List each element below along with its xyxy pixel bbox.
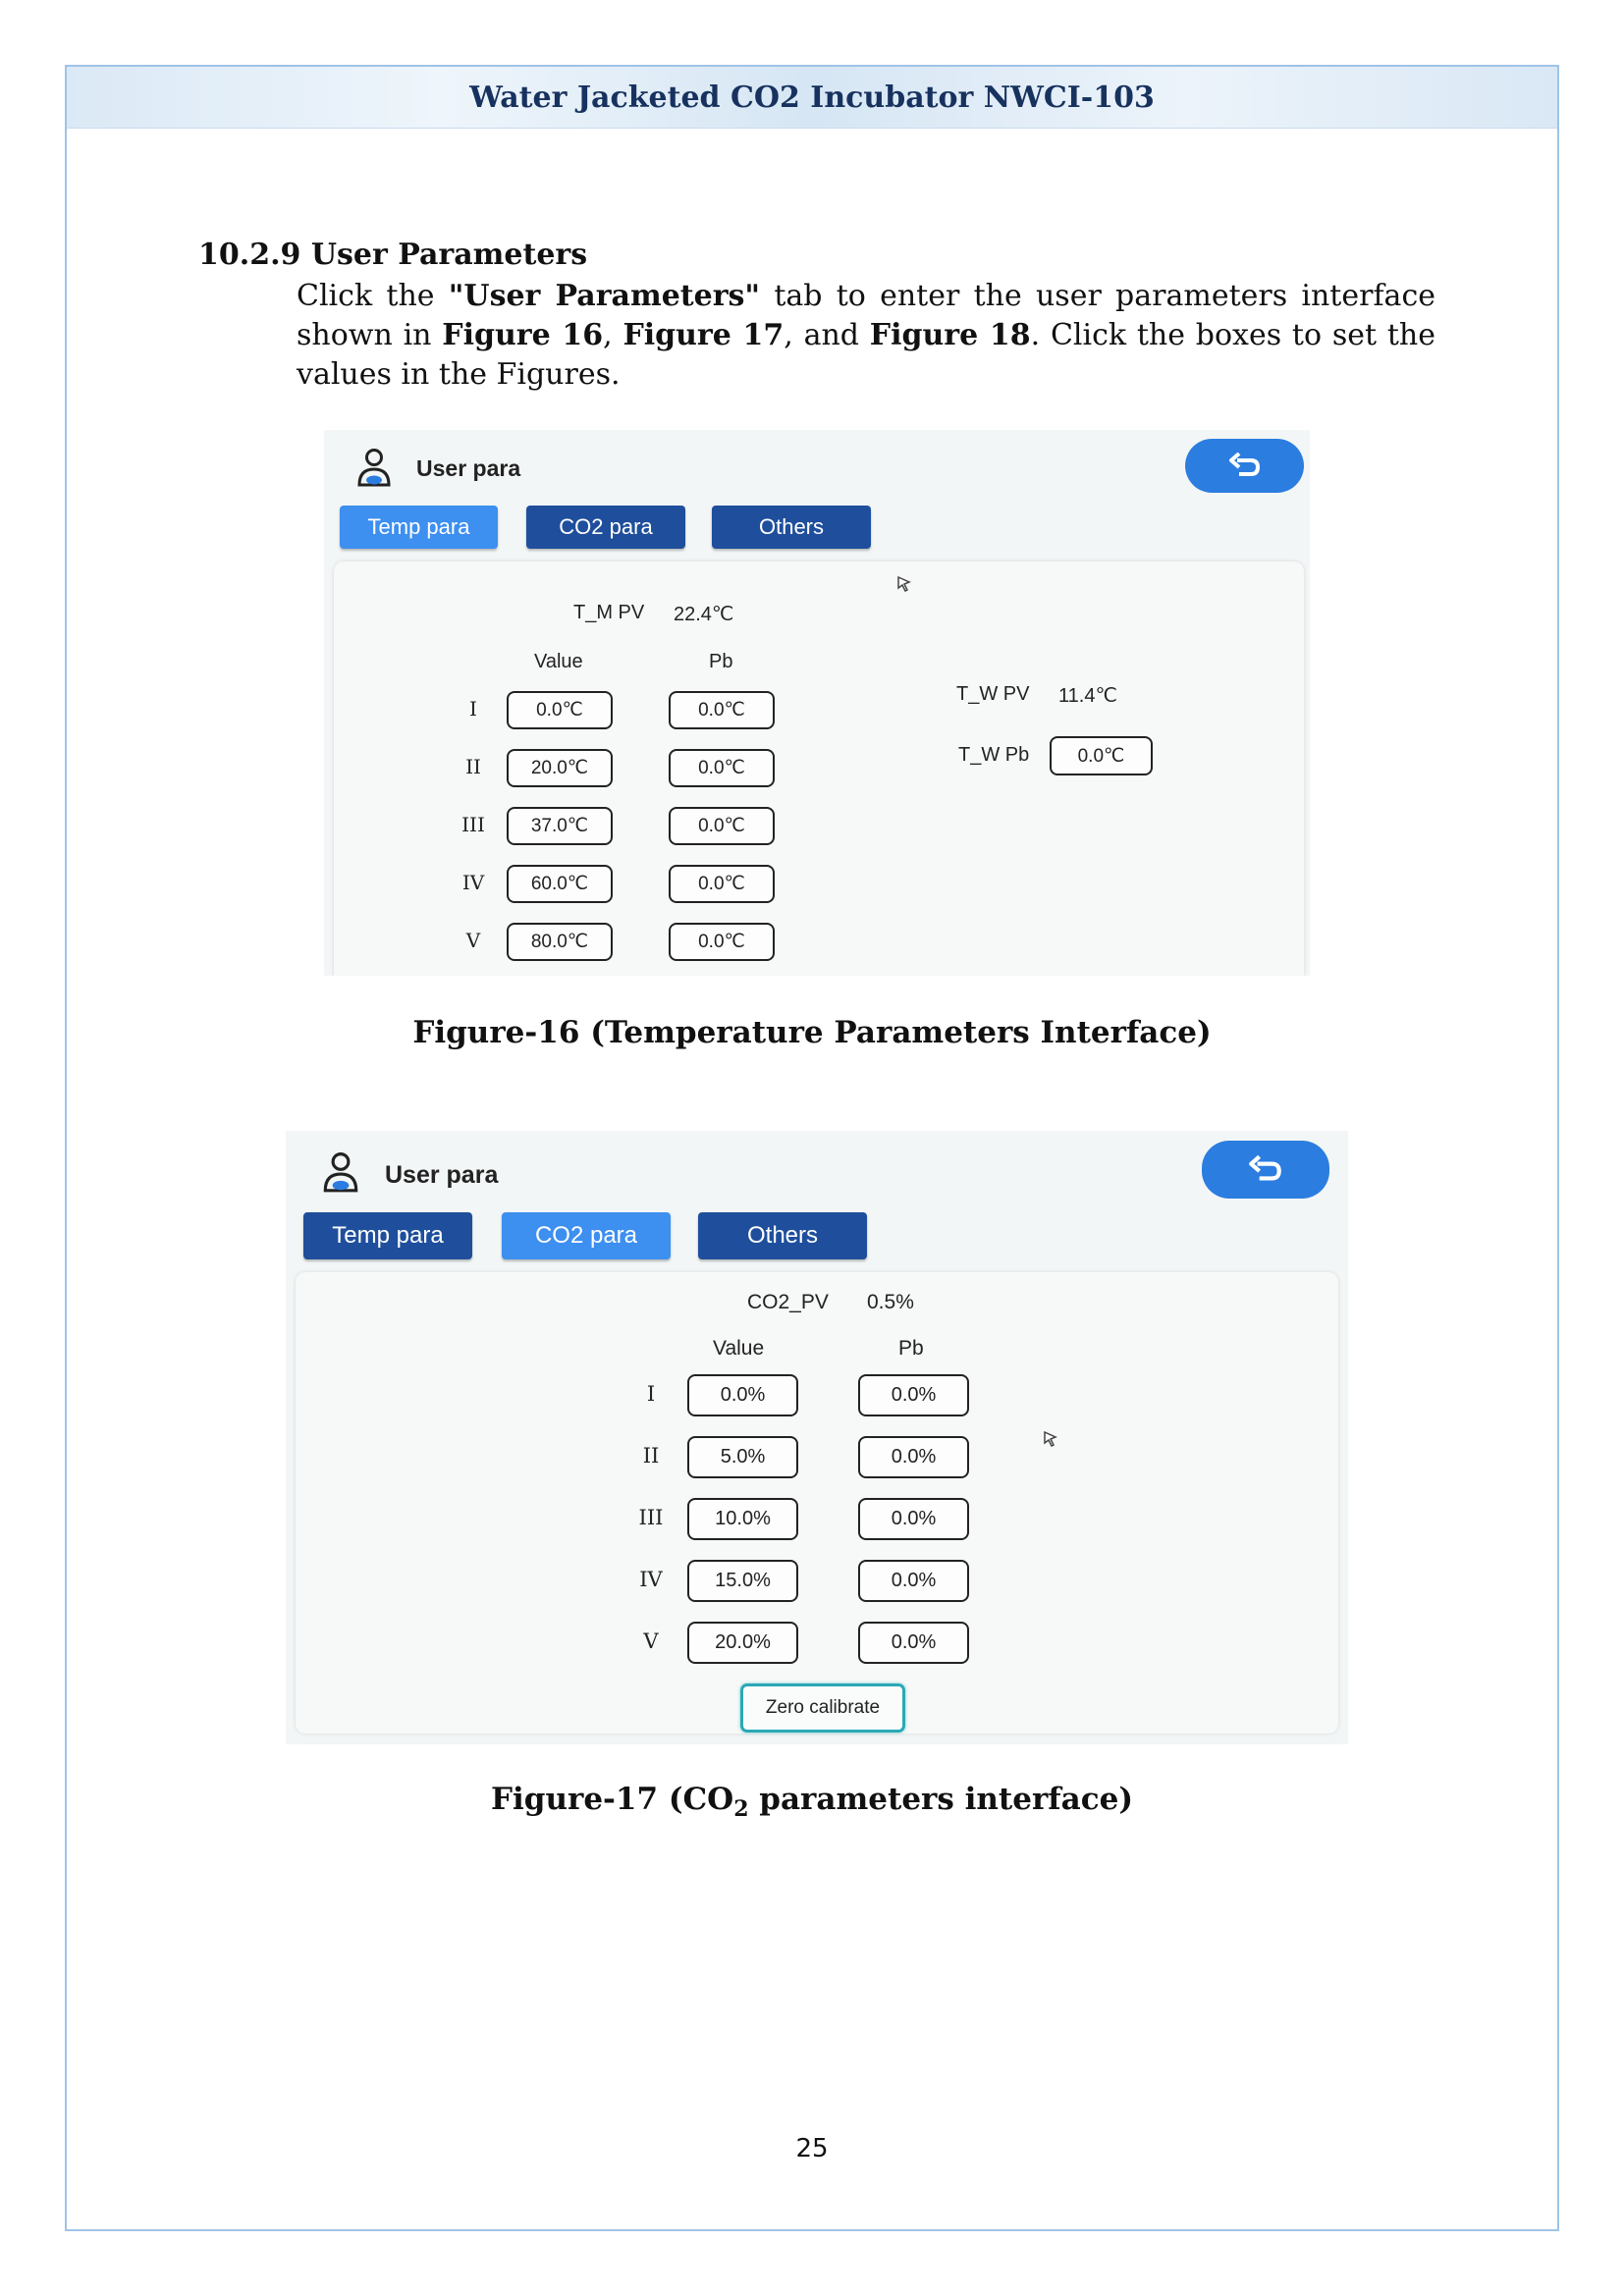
para-text: . Click the boxes to set the values in the Figures. <box>297 318 1435 392</box>
level-label: I <box>469 697 477 721</box>
caption-text: parameters interface) <box>748 1782 1133 1817</box>
screen-title: User para <box>385 1161 499 1189</box>
level-label: III <box>461 813 485 836</box>
tab-temp-para[interactable]: Temp para <box>303 1212 472 1259</box>
figure-16-caption: Figure-16 (Temperature Parameters Interface) <box>412 1015 1212 1050</box>
tab-others[interactable]: Others <box>712 506 871 549</box>
level-label: IV <box>461 871 485 894</box>
co2-value-input[interactable]: 0.0% <box>687 1374 798 1416</box>
caption-subscript: 2 <box>733 1796 749 1823</box>
temp-pb-input[interactable]: 0.0℃ <box>669 923 775 961</box>
temp-value-input[interactable]: 37.0℃ <box>507 807 613 845</box>
tab-others[interactable]: Others <box>698 1212 867 1259</box>
co2-value-input[interactable]: 5.0% <box>687 1436 798 1478</box>
para-text: , and <box>784 318 870 352</box>
zero-calibrate-button[interactable]: Zero calibrate <box>740 1683 905 1733</box>
section-paragraph <box>297 277 1435 395</box>
figure-17-caption <box>0 1782 1624 1822</box>
screen-title: User para <box>416 455 521 481</box>
temp-pv-label: T_M PV <box>573 602 645 623</box>
level-label: V <box>643 1629 659 1653</box>
water-temp-pb-input[interactable]: 0.0℃ <box>1050 736 1153 775</box>
pb-column-header: Pb <box>898 1337 924 1360</box>
temp-pb-input[interactable]: 0.0℃ <box>669 691 775 729</box>
para-text: Click the <box>297 279 449 313</box>
header-band <box>67 67 1557 129</box>
temp-value-input[interactable]: 80.0℃ <box>507 923 613 961</box>
para-figure-18-ref: Figure 18 <box>869 318 1031 352</box>
cursor-icon <box>896 575 912 593</box>
water-temp-pb-label: T_W Pb <box>958 744 1030 766</box>
cursor-icon <box>1043 1430 1058 1448</box>
co2-pb-input[interactable]: 0.0% <box>858 1560 969 1602</box>
pb-column-header: Pb <box>709 651 733 672</box>
tab-co2-para[interactable]: CO2 para <box>502 1212 671 1259</box>
co2-value-input[interactable]: 20.0% <box>687 1622 798 1664</box>
co2-pb-input[interactable]: 0.0% <box>858 1498 969 1540</box>
para-bold-user-parameters: "User Parameters" <box>448 279 761 313</box>
user-icon <box>355 448 393 489</box>
temp-value-input[interactable]: 60.0℃ <box>507 865 613 903</box>
value-column-header: Value <box>534 651 583 672</box>
back-button[interactable] <box>1202 1141 1329 1199</box>
level-label: III <box>638 1506 664 1529</box>
figure-17-screenshot <box>286 1131 1348 1744</box>
temp-value-input[interactable]: 20.0℃ <box>507 749 613 787</box>
page-number: 25 <box>795 2134 829 2163</box>
water-temp-pv-label: T_W PV <box>956 683 1030 705</box>
temp-pb-input[interactable]: 0.0℃ <box>669 749 775 787</box>
document-title: Water Jacketed CO2 Incubator NWCI-103 <box>469 80 1155 115</box>
section-heading: 10.2.9 User Parameters <box>198 238 588 272</box>
level-label: II <box>642 1444 660 1468</box>
user-icon <box>321 1151 360 1195</box>
co2-pb-input[interactable]: 0.0% <box>858 1374 969 1416</box>
co2-value-input[interactable]: 10.0% <box>687 1498 798 1540</box>
back-arrow-icon <box>1227 453 1263 480</box>
para-text: tab to enter the user parameters interface shown in <box>297 279 1435 352</box>
co2-pv-label: CO2_PV <box>747 1291 829 1313</box>
level-label: I <box>646 1382 656 1406</box>
tab-co2-para[interactable]: CO2 para <box>526 506 685 549</box>
level-label: V <box>465 929 481 952</box>
para-figure-16-ref: Figure 16 <box>442 318 604 352</box>
back-button[interactable] <box>1185 439 1304 493</box>
co2-value-input[interactable]: 15.0% <box>687 1560 798 1602</box>
level-label: IV <box>639 1568 663 1591</box>
level-label: II <box>465 755 481 778</box>
figure-16-screenshot <box>324 430 1310 976</box>
co2-pb-input[interactable]: 0.0% <box>858 1436 969 1478</box>
co2-pb-input[interactable]: 0.0% <box>858 1622 969 1664</box>
temp-pb-input[interactable]: 0.0℃ <box>669 807 775 845</box>
value-column-header: Value <box>713 1337 765 1360</box>
para-figure-17-ref: Figure 17 <box>623 318 785 352</box>
parameters-panel <box>296 1272 1338 1734</box>
para-text: , <box>603 318 623 352</box>
caption-text: Figure-17 (CO <box>490 1782 734 1817</box>
temp-pb-input[interactable]: 0.0℃ <box>669 865 775 903</box>
co2-pv-value: 0.5% <box>867 1291 914 1313</box>
temp-pv-value: 22.4℃ <box>674 604 734 625</box>
temp-value-input[interactable]: 0.0℃ <box>507 691 613 729</box>
tab-temp-para[interactable]: Temp para <box>340 506 498 549</box>
back-arrow-icon <box>1247 1155 1284 1185</box>
water-temp-pv-value: 11.4℃ <box>1058 685 1117 707</box>
